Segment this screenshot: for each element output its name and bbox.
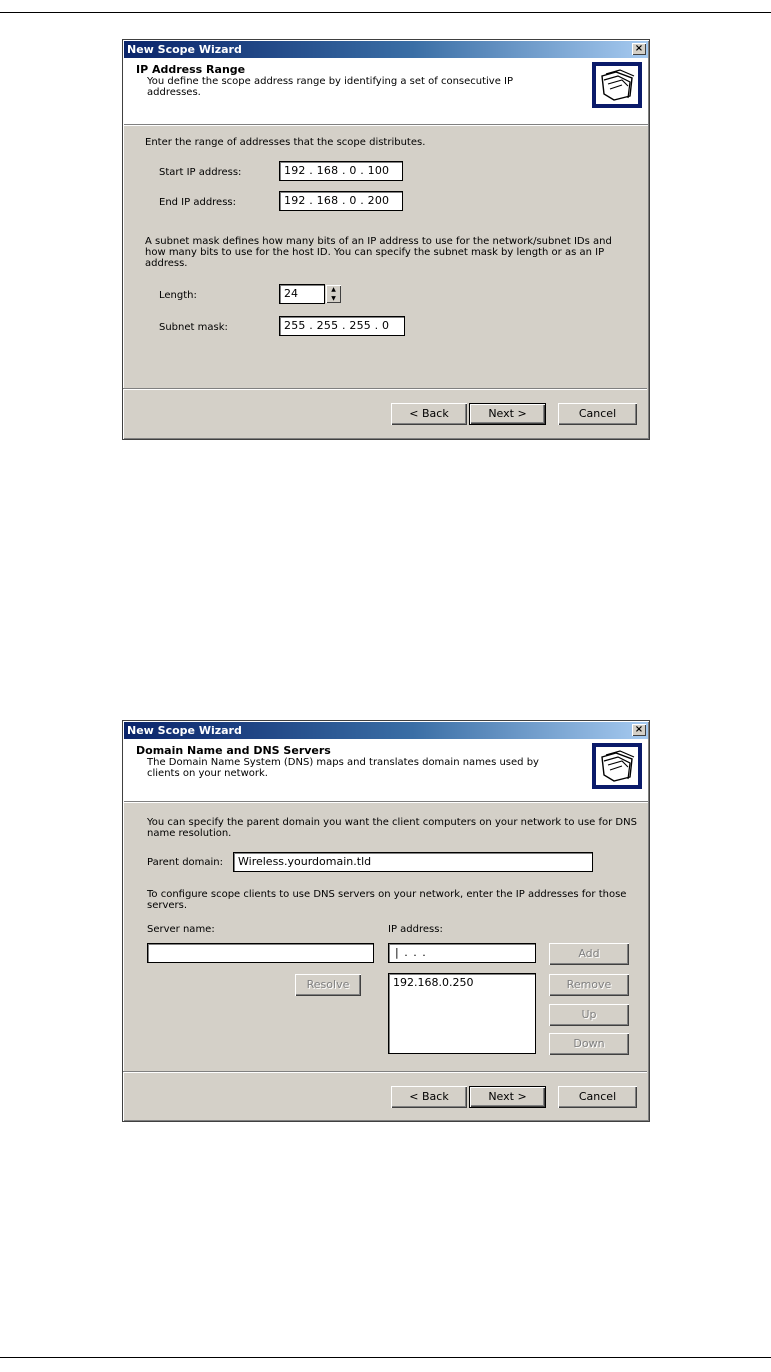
page-title: IP Address Range bbox=[136, 63, 246, 76]
up-button[interactable]: Up bbox=[549, 1004, 629, 1026]
down-button[interactable]: Down bbox=[549, 1033, 629, 1055]
page-bottom-rule bbox=[0, 1357, 771, 1358]
next-button[interactable]: Next > bbox=[469, 403, 546, 425]
parent-domain-field[interactable]: Wireless.yourdomain.tld bbox=[233, 852, 593, 872]
window-title: New Scope Wizard bbox=[127, 43, 242, 56]
start-ip-field[interactable]: 192 . 168 . 0 . 100 bbox=[279, 161, 403, 181]
end-ip-label: End IP address: bbox=[159, 197, 236, 208]
page-subtitle: You define the scope address range by identifying a set of consecutive IP addresses. bbox=[147, 76, 514, 98]
ip-address-field[interactable]: | . . . bbox=[388, 943, 536, 963]
close-icon[interactable]: × bbox=[632, 724, 646, 736]
subnet-mask-label: Subnet mask: bbox=[159, 322, 228, 333]
page-top-rule bbox=[0, 12, 771, 13]
wizard-folders-icon bbox=[592, 62, 642, 108]
remove-button[interactable]: Remove bbox=[549, 974, 629, 996]
ip-address-label: IP address: bbox=[388, 924, 443, 935]
next-button[interactable]: Next > bbox=[469, 1086, 546, 1108]
spin-up-icon[interactable]: ▲ bbox=[331, 286, 336, 293]
wizard-header bbox=[124, 58, 648, 125]
parent-domain-intro: You can specify the parent domain you want the client computers on your network to use for DNS name resolution. bbox=[147, 817, 637, 839]
dns-servers-dialog bbox=[122, 720, 650, 1122]
wizard-header bbox=[124, 739, 648, 802]
start-ip-label: Start IP address: bbox=[159, 167, 242, 178]
page-subtitle: The Domain Name System (DNS) maps and translates domain names used by clients on your network. bbox=[147, 757, 539, 779]
dns-ip-list[interactable] bbox=[388, 973, 536, 1054]
length-field[interactable]: 24 bbox=[279, 284, 325, 304]
back-button[interactable]: < Back bbox=[391, 403, 467, 425]
subnet-intro-text: A subnet mask defines how many bits of an IP address to use for the network/subnet IDs and how many bits to use for the host ID. You can specify the subnet mask by length or as an IP address. bbox=[145, 236, 612, 269]
close-icon[interactable]: × bbox=[632, 43, 646, 55]
ip-range-dialog bbox=[122, 39, 650, 440]
parent-domain-label: Parent domain: bbox=[147, 857, 224, 868]
title-bar[interactable] bbox=[124, 41, 648, 58]
cancel-button[interactable]: Cancel bbox=[558, 403, 637, 425]
end-ip-field[interactable]: 192 . 168 . 0 . 200 bbox=[279, 191, 403, 211]
back-button[interactable]: < Back bbox=[391, 1086, 467, 1108]
title-bar[interactable] bbox=[124, 722, 648, 739]
subnet-mask-field[interactable]: 255 . 255 . 255 . 0 bbox=[279, 316, 405, 336]
dns-servers-intro: To configure scope clients to use DNS servers on your network, enter the IP addresses for those servers. bbox=[147, 889, 627, 911]
server-name-field[interactable] bbox=[147, 943, 374, 963]
list-item[interactable]: 192.168.0.250 bbox=[393, 976, 474, 989]
server-name-label: Server name: bbox=[147, 924, 215, 935]
length-label: Length: bbox=[159, 290, 197, 301]
range-intro-text: Enter the range of addresses that the scope distributes. bbox=[145, 137, 426, 148]
page-title: Domain Name and DNS Servers bbox=[136, 744, 331, 757]
window-title: New Scope Wizard bbox=[127, 724, 242, 737]
cancel-button[interactable]: Cancel bbox=[558, 1086, 637, 1108]
length-spinner[interactable] bbox=[326, 285, 341, 303]
resolve-button[interactable]: Resolve bbox=[295, 974, 361, 996]
add-button[interactable]: Add bbox=[549, 943, 629, 965]
spin-down-icon[interactable]: ▼ bbox=[331, 295, 336, 302]
footer-separator bbox=[123, 388, 647, 390]
footer-separator bbox=[123, 1071, 647, 1073]
wizard-folders-icon bbox=[592, 743, 642, 789]
